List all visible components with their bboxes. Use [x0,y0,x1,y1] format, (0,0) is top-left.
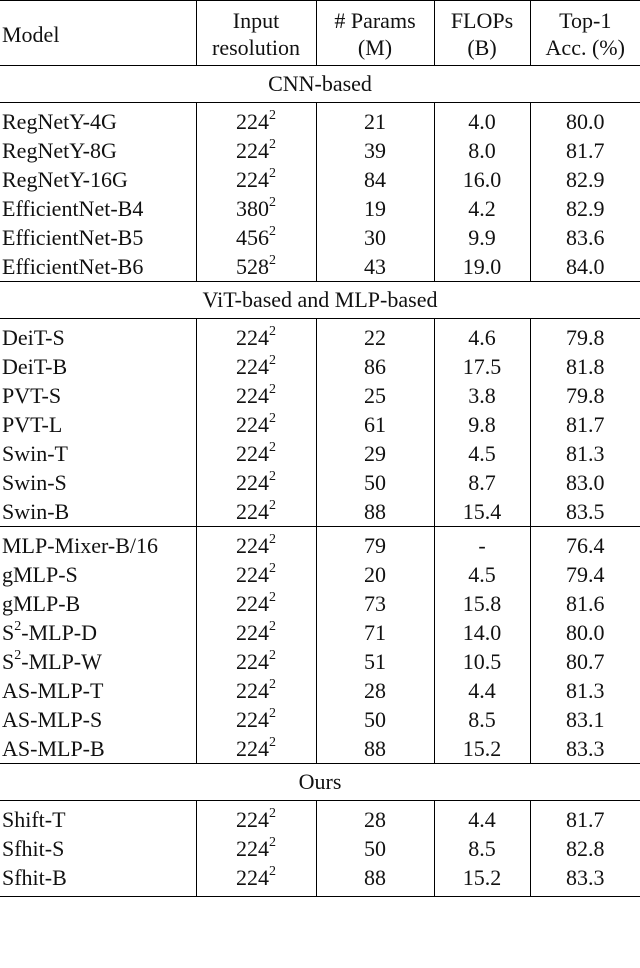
cell-flops: 15.4 [434,497,530,527]
cell-flops: 15.8 [434,589,530,618]
cell-model [0,497,196,527]
cell-resolution [196,252,316,282]
cell-accuracy: 79.8 [530,319,640,353]
cell-flops: 4.2 [434,194,530,223]
model-name: gMLP-B [2,591,81,616]
cell-model [0,319,196,353]
cell-params: 79 [316,527,434,561]
cell-resolution [196,439,316,468]
cell-flops: 4.6 [434,319,530,353]
model-name: RegNetY-4G [2,109,117,134]
cell-flops: 9.9 [434,223,530,252]
cell-accuracy: 76.4 [530,527,640,561]
cell-flops: 16.0 [434,165,530,194]
cell-accuracy: 82.9 [530,194,640,223]
cell-params: 84 [316,165,434,194]
cell-model [0,194,196,223]
cell-accuracy: 83.6 [530,223,640,252]
resolution-exponent: 2 [269,676,276,692]
cell-params: 51 [316,647,434,676]
resolution-exponent: 2 [269,252,276,268]
cell-resolution [196,319,316,353]
cell-resolution [196,734,316,764]
model-name: Swin-B [2,499,70,524]
cell-model [0,834,196,863]
header-flops-line2: (B) [467,35,497,60]
resolution-value: 224 [236,807,269,832]
model-name: PVT-L [2,412,63,437]
model-name: S [2,620,15,645]
table-row [0,103,640,137]
resolution-exponent: 2 [269,468,276,484]
cell-accuracy: 80.0 [530,103,640,137]
cell-flops: 10.5 [434,647,530,676]
model-name: Swin-T [2,441,68,466]
resolution-exponent: 2 [269,734,276,750]
cell-resolution [196,136,316,165]
table-row [0,734,640,764]
model-name: EfficientNet-B4 [2,196,144,221]
table-row [0,468,640,497]
table-row [0,676,640,705]
table-row [0,834,640,863]
model-name: Swin-S [2,470,67,495]
cell-accuracy: 81.7 [530,410,640,439]
resolution-exponent: 2 [269,834,276,850]
cell-flops: 4.5 [434,439,530,468]
resolution-exponent: 2 [269,136,276,152]
cell-params: 86 [316,352,434,381]
model-name-exponent: 2 [14,647,22,663]
cell-params: 50 [316,834,434,863]
cell-params: 88 [316,497,434,527]
cell-model [0,618,196,647]
section-header-row [0,764,640,801]
resolution-exponent: 2 [269,107,276,123]
header-resolution-line1: Input [232,8,280,33]
cell-flops: 4.4 [434,801,530,835]
cell-model [0,103,196,137]
cell-accuracy: 83.1 [530,705,640,734]
resolution-value: 224 [236,354,269,379]
header-resolution-line2: resolution [212,35,300,60]
resolution-value: 224 [236,533,269,558]
cell-model [0,676,196,705]
model-name: PVT-S [2,383,62,408]
section-title: CNN-based [0,66,640,103]
table-header [0,1,640,66]
cell-flops: 4.4 [434,676,530,705]
resolution-value: 224 [236,562,269,587]
model-name: EfficientNet-B6 [2,254,144,279]
cell-resolution [196,560,316,589]
cell-params: 88 [316,734,434,764]
table-row [0,194,640,223]
cell-resolution [196,705,316,734]
cell-params: 88 [316,863,434,897]
cell-flops: 4.0 [434,103,530,137]
resolution-value: 224 [236,138,269,163]
cell-model [0,352,196,381]
cell-resolution [196,834,316,863]
cell-model [0,527,196,561]
cell-flops: 8.0 [434,136,530,165]
resolution-exponent: 2 [269,863,276,879]
cell-accuracy: 83.3 [530,734,640,764]
cell-model [0,223,196,252]
model-name: Sfhit-B [2,865,67,890]
cell-flops: 15.2 [434,863,530,897]
cell-model [0,705,196,734]
resolution-value: 224 [236,865,269,890]
cell-params: 20 [316,560,434,589]
header-accuracy-line2: Acc. (%) [545,35,625,60]
table-row [0,381,640,410]
cell-flops: 15.2 [434,734,530,764]
cell-params: 50 [316,468,434,497]
cell-params: 30 [316,223,434,252]
cell-flops: 8.7 [434,468,530,497]
cell-model [0,165,196,194]
model-name-exponent: 2 [14,618,22,634]
resolution-exponent: 2 [269,410,276,426]
table-row [0,589,640,618]
header-params-line1: # Params [334,8,416,33]
resolution-value: 224 [236,441,269,466]
cell-flops: 17.5 [434,352,530,381]
cell-resolution [196,194,316,223]
cell-model [0,560,196,589]
model-name: AS-MLP-T [2,678,104,703]
cell-accuracy: 80.0 [530,618,640,647]
model-name: RegNetY-8G [2,138,117,163]
table-row [0,705,640,734]
cell-model [0,589,196,618]
model-name: AS-MLP-B [2,736,105,761]
cell-params: 39 [316,136,434,165]
resolution-value: 224 [236,736,269,761]
cell-resolution [196,165,316,194]
model-name: Shift-T [2,807,66,832]
cell-accuracy: 82.9 [530,165,640,194]
cell-params: 19 [316,194,434,223]
cell-model [0,801,196,835]
cell-model [0,136,196,165]
header-params-line2: (M) [357,35,393,60]
cell-params: 73 [316,589,434,618]
cell-accuracy: 81.3 [530,676,640,705]
header-resolution [196,1,316,66]
cell-flops: 14.0 [434,618,530,647]
cell-model [0,410,196,439]
table-row [0,439,640,468]
header-accuracy-line1: Top-1 [559,8,612,33]
model-name: RegNetY-16G [2,167,128,192]
cell-resolution [196,527,316,561]
resolution-value: 528 [236,254,269,279]
table-row [0,319,640,353]
cell-flops: 8.5 [434,834,530,863]
resolution-value: 224 [236,109,269,134]
header-flops-line1: FLOPs [450,8,514,33]
cell-model [0,252,196,282]
resolution-value: 224 [236,591,269,616]
model-name: Sfhit-S [2,836,65,861]
model-name: DeiT-B [2,354,68,379]
table-row [0,527,640,561]
cell-resolution [196,863,316,897]
model-name-suffix: -MLP-D [21,620,98,645]
table-row [0,136,640,165]
cell-accuracy: 81.6 [530,589,640,618]
resolution-value: 224 [236,167,269,192]
cell-resolution [196,352,316,381]
table-row [0,647,640,676]
model-name: MLP-Mixer-B/16 [2,533,158,558]
header-params [316,1,434,66]
table-row [0,863,640,897]
cell-resolution [196,676,316,705]
resolution-exponent: 2 [269,439,276,455]
resolution-value: 224 [236,678,269,703]
resolution-value: 224 [236,470,269,495]
resolution-exponent: 2 [269,381,276,397]
model-name-suffix: -MLP-W [21,649,102,674]
table-row [0,618,640,647]
header-accuracy [530,1,640,66]
resolution-value: 224 [236,499,269,524]
cell-resolution [196,647,316,676]
section-title: Ours [0,764,640,801]
table-row [0,223,640,252]
section-header-row [0,66,640,103]
cell-params: 28 [316,801,434,835]
resolution-value: 380 [236,196,269,221]
resolution-value: 224 [236,383,269,408]
resolution-exponent: 2 [269,589,276,605]
resolution-exponent: 2 [269,165,276,181]
cell-resolution [196,381,316,410]
resolution-exponent: 2 [269,531,276,547]
resolution-value: 224 [236,412,269,437]
model-name: gMLP-S [2,562,78,587]
resolution-exponent: 2 [269,618,276,634]
cell-model [0,439,196,468]
resolution-exponent: 2 [269,705,276,721]
model-name: AS-MLP-S [2,707,103,732]
table-row [0,252,640,282]
cell-accuracy: 81.8 [530,352,640,381]
cell-resolution [196,103,316,137]
cell-params: 61 [316,410,434,439]
header-flops [434,1,530,66]
resolution-exponent: 2 [269,223,276,239]
table-row [0,352,640,381]
resolution-value: 224 [236,325,269,350]
cell-params: 50 [316,705,434,734]
cell-accuracy: 81.7 [530,801,640,835]
cell-model [0,863,196,897]
cell-flops: - [434,527,530,561]
cell-accuracy: 82.8 [530,834,640,863]
model-name: EfficientNet-B5 [2,225,144,250]
cell-resolution [196,618,316,647]
resolution-value: 224 [236,620,269,645]
resolution-value: 224 [236,836,269,861]
table-row [0,165,640,194]
cell-accuracy: 80.7 [530,647,640,676]
resolution-exponent: 2 [269,647,276,663]
model-name: DeiT-S [2,325,65,350]
cell-flops: 3.8 [434,381,530,410]
table-row [0,410,640,439]
cell-resolution [196,468,316,497]
resolution-exponent: 2 [269,194,276,210]
resolution-value: 224 [236,649,269,674]
header-model: Model [0,1,196,66]
section-title: ViT-based and MLP-based [0,282,640,319]
cell-accuracy: 83.5 [530,497,640,527]
cell-model [0,734,196,764]
resolution-exponent: 2 [269,352,276,368]
cell-accuracy: 79.4 [530,560,640,589]
cell-resolution [196,801,316,835]
resolution-exponent: 2 [269,805,276,821]
cell-flops: 9.8 [434,410,530,439]
cell-flops: 8.5 [434,705,530,734]
cell-params: 71 [316,618,434,647]
cell-flops: 19.0 [434,252,530,282]
model-name: S [2,649,15,674]
cell-resolution [196,410,316,439]
cell-model [0,647,196,676]
cell-model [0,468,196,497]
cell-accuracy: 81.3 [530,439,640,468]
cell-params: 29 [316,439,434,468]
cell-accuracy: 79.8 [530,381,640,410]
cell-accuracy: 84.0 [530,252,640,282]
table-body [0,66,640,897]
cell-model [0,381,196,410]
cell-params: 25 [316,381,434,410]
cell-resolution [196,223,316,252]
cell-resolution [196,497,316,527]
cell-params: 22 [316,319,434,353]
section-header-row [0,282,640,319]
cell-accuracy: 81.7 [530,136,640,165]
table-row [0,801,640,835]
cell-accuracy: 83.0 [530,468,640,497]
cell-params: 28 [316,676,434,705]
resolution-value: 456 [236,225,269,250]
resolution-exponent: 2 [269,323,276,339]
table-row [0,497,640,527]
resolution-exponent: 2 [269,560,276,576]
cell-resolution [196,589,316,618]
resolution-exponent: 2 [269,497,276,513]
cell-flops: 4.5 [434,560,530,589]
resolution-value: 224 [236,707,269,732]
cell-params: 43 [316,252,434,282]
table-row [0,560,640,589]
cell-accuracy: 83.3 [530,863,640,897]
cell-params: 21 [316,103,434,137]
